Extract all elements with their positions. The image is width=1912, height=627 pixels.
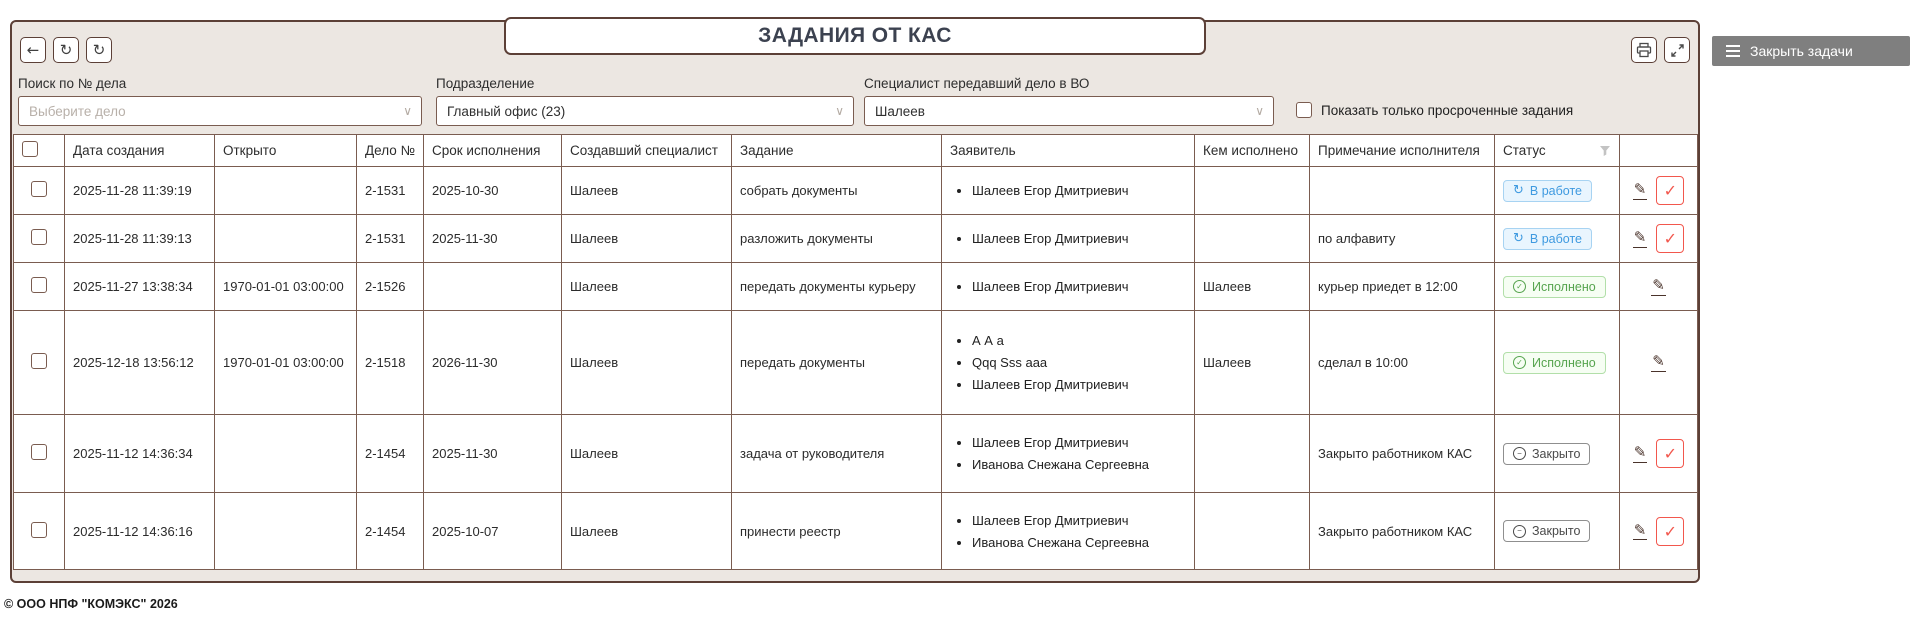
task-cell: принести реестр: [732, 493, 942, 570]
filter-case-search: [18, 76, 422, 126]
edit-button[interactable]: ✎: [1652, 276, 1665, 295]
status-badge: [1503, 276, 1606, 298]
task-cell: задача от руководителя: [732, 415, 942, 493]
note-cell: Закрыто работником КАС: [1310, 493, 1495, 570]
due-cell: 2025-11-30: [424, 415, 562, 493]
in-progress-icon: ↻: [1513, 231, 1524, 246]
executor-cell: Шалеев: [1195, 311, 1310, 415]
due-cell: 2025-11-30: [424, 215, 562, 263]
created-cell: 2025-11-28 11:39:19: [65, 167, 215, 215]
header-created: Дата создания: [65, 135, 215, 167]
edit-button[interactable]: ✎: [1633, 228, 1647, 247]
actions-cell: [1620, 167, 1698, 215]
row-checkbox[interactable]: [31, 353, 47, 369]
specialist-select[interactable]: [864, 96, 1274, 126]
toolbar-left: [20, 37, 112, 63]
status-cell: [1495, 415, 1620, 493]
toolbar-right: [1631, 37, 1690, 63]
header-actions: [1620, 135, 1698, 167]
case-no-cell[interactable]: 2-1526: [357, 263, 424, 311]
filter-specialist: [864, 76, 1274, 126]
status-label: Исполнено: [1532, 279, 1596, 294]
executor-cell: [1195, 167, 1310, 215]
row-select-cell: [14, 263, 65, 311]
status-badge: [1503, 520, 1590, 542]
header-opened: Открыто: [215, 135, 357, 167]
task-cell: разложить документы: [732, 215, 942, 263]
applicant-item: • Иванова Снежана Сергеевна: [972, 535, 1186, 550]
executor-cell: Шалеев: [1195, 263, 1310, 311]
applicants-list: [950, 279, 1186, 294]
applicants-list: [950, 183, 1186, 198]
case-no-cell[interactable]: 2-1531: [357, 215, 424, 263]
header-due: Срок исполнения: [424, 135, 562, 167]
applicant-item: • Шалеев Егор Дмитриевич: [972, 231, 1186, 246]
table-row: [14, 263, 1698, 311]
applicant-item: • Шалеев Егор Дмитриевич: [972, 435, 1186, 450]
creator-cell: Шалеев: [562, 311, 732, 415]
header-executor: Кем исполнено: [1195, 135, 1310, 167]
status-badge: [1503, 443, 1590, 465]
created-cell: 2025-11-28 11:39:13: [65, 215, 215, 263]
refresh-icon: ↻: [92, 41, 106, 59]
applicants-list: [950, 513, 1186, 550]
header-status: [1495, 135, 1620, 167]
overdue-only-checkbox[interactable]: [1296, 102, 1312, 118]
creator-cell: Шалеев: [562, 493, 732, 570]
print-button[interactable]: [1631, 37, 1657, 63]
case-search-select[interactable]: [18, 96, 422, 126]
fullscreen-button[interactable]: [1664, 37, 1690, 63]
status-label: В работе: [1529, 231, 1582, 246]
select-all-cell: [14, 135, 65, 167]
check-circle-icon: ✓: [1513, 280, 1526, 293]
refresh-button-2[interactable]: [86, 37, 112, 63]
applicants-list: [950, 231, 1186, 246]
tasks-table: [13, 134, 1698, 570]
row-checkbox[interactable]: [31, 444, 47, 460]
overdue-only-filter[interactable]: [1296, 102, 1573, 118]
status-label: Исполнено: [1532, 355, 1596, 370]
applicants-cell: [942, 263, 1195, 311]
printer-icon: [1636, 42, 1652, 58]
applicant-item: • Qqq Sss aaa: [972, 355, 1186, 370]
applicants-cell: [942, 493, 1195, 570]
due-cell: 2025-10-30: [424, 167, 562, 215]
created-cell: 2025-12-18 13:56:12: [65, 311, 215, 415]
check-circle-icon: ✓: [1513, 356, 1526, 369]
status-cell: [1495, 263, 1620, 311]
table-row: [14, 415, 1698, 493]
complete-button[interactable]: ✓: [1656, 176, 1684, 205]
table-header-row: [14, 135, 1698, 167]
filter-specialist-label: Специалист передавший дело в ВО: [864, 76, 1090, 91]
opened-cell: [215, 415, 357, 493]
table-row: [14, 215, 1698, 263]
minus-circle-icon: −: [1513, 447, 1526, 460]
task-cell: передать документы курьеру: [732, 263, 942, 311]
executor-cell: [1195, 215, 1310, 263]
executor-cell: [1195, 493, 1310, 570]
chevron-down-icon: ∨: [1255, 104, 1264, 118]
row-select-cell: [14, 167, 65, 215]
case-no-cell[interactable]: 2-1518: [357, 311, 424, 415]
note-cell: [1310, 167, 1495, 215]
row-select-cell: [14, 415, 65, 493]
row-select-cell: [14, 215, 65, 263]
refresh-button-1[interactable]: [53, 37, 79, 63]
applicants-cell: [942, 311, 1195, 415]
main-panel: [10, 20, 1700, 583]
close-tasks-label: Закрыть задачи: [1750, 43, 1853, 59]
expand-icon: [1670, 43, 1685, 58]
minus-circle-icon: −: [1513, 525, 1526, 538]
created-cell: 2025-11-27 13:38:34: [65, 263, 215, 311]
creator-cell: Шалеев: [562, 215, 732, 263]
funnel-icon[interactable]: [1599, 145, 1611, 157]
applicant-item: • Шалеев Егор Дмитриевич: [972, 513, 1186, 528]
creator-cell: Шалеев: [562, 415, 732, 493]
opened-cell: 1970-01-01 03:00:00: [215, 311, 357, 415]
overdue-only-label: Показать только просроченные задания: [1321, 102, 1574, 118]
applicants-cell: [942, 415, 1195, 493]
task-cell: собрать документы: [732, 167, 942, 215]
header-note: Примечание исполнителя: [1310, 135, 1495, 167]
in-progress-icon: ↻: [1513, 183, 1524, 198]
tasks-table-body: [14, 167, 1698, 570]
complete-button[interactable]: ✓: [1656, 439, 1684, 468]
note-cell: курьер приедет в 12:00: [1310, 263, 1495, 311]
note-cell: сделал в 10:00: [1310, 311, 1495, 415]
applicants-list: [950, 333, 1186, 392]
title-box: [504, 17, 1206, 55]
opened-cell: [215, 167, 357, 215]
department-value: Главный офис (23): [447, 103, 566, 119]
row-select-cell: [14, 493, 65, 570]
opened-cell: [215, 215, 357, 263]
created-cell: 2025-11-12 14:36:34: [65, 415, 215, 493]
select-all-checkbox[interactable]: [22, 141, 38, 157]
applicant-item: • Иванова Снежана Сергеевна: [972, 457, 1186, 472]
opened-cell: [215, 493, 357, 570]
actions-cell: [1620, 215, 1698, 263]
status-label: Закрыто: [1532, 446, 1581, 461]
row-checkbox[interactable]: [31, 181, 47, 197]
complete-button[interactable]: ✓: [1656, 224, 1684, 253]
applicant-item: • Шалеев Егор Дмитриевич: [972, 377, 1186, 392]
status-badge: [1503, 352, 1606, 374]
status-cell: [1495, 493, 1620, 570]
footer-copyright: © ООО НПФ "КОМЭКС" 2026: [4, 597, 178, 611]
creator-cell: Шалеев: [562, 167, 732, 215]
close-tasks-button[interactable]: [1712, 36, 1910, 66]
task-cell: передать документы: [732, 311, 942, 415]
table-row: [14, 311, 1698, 415]
executor-cell: [1195, 415, 1310, 493]
header-applicants: Заявитель: [942, 135, 1195, 167]
status-label: В работе: [1529, 183, 1582, 198]
case-search-placeholder: Выберите дело: [29, 103, 126, 119]
status-label: Закрыто: [1532, 524, 1581, 538]
chevron-down-icon: ∨: [835, 104, 844, 118]
table-row: [14, 493, 1698, 570]
applicants-list: [950, 435, 1186, 472]
row-checkbox[interactable]: [31, 277, 47, 293]
case-no-cell[interactable]: 2-1454: [357, 415, 424, 493]
status-cell: [1495, 167, 1620, 215]
department-select[interactable]: [436, 96, 854, 126]
filter-department: [436, 76, 854, 126]
header-status-label: Статус: [1503, 143, 1546, 158]
header-task: Задание: [732, 135, 942, 167]
opened-cell: 1970-01-01 03:00:00: [215, 263, 357, 311]
back-button[interactable]: [20, 37, 46, 63]
specialist-value: Шалеев: [875, 103, 925, 119]
header-case-no: Дело №: [357, 135, 424, 167]
menu-icon: [1726, 45, 1740, 57]
status-badge: [1503, 228, 1592, 250]
note-cell: Закрыто работником КАС: [1310, 415, 1495, 493]
edit-button[interactable]: ✎: [1633, 180, 1647, 199]
creator-cell: Шалеев: [562, 263, 732, 311]
applicant-item: • Шалеев Егор Дмитриевич: [972, 183, 1186, 198]
status-cell: [1495, 311, 1620, 415]
applicant-item: • Шалеев Егор Дмитриевич: [972, 279, 1186, 294]
actions-cell: [1620, 493, 1698, 570]
complete-button[interactable]: ✓: [1656, 517, 1684, 546]
case-no-cell[interactable]: 2-1454: [357, 493, 424, 570]
row-checkbox[interactable]: [31, 522, 47, 538]
applicants-cell: [942, 167, 1195, 215]
case-no-cell[interactable]: 2-1531: [357, 167, 424, 215]
actions-cell: [1620, 415, 1698, 493]
filter-case-label: Поиск по № дела: [18, 76, 127, 91]
row-select-cell: [14, 311, 65, 415]
page-title: ЗАДАНИЯ ОТ КАС: [758, 24, 952, 47]
edit-button[interactable]: ✎: [1633, 520, 1647, 539]
back-icon: ←: [26, 41, 40, 59]
table-row: [14, 167, 1698, 215]
note-cell: по алфавиту: [1310, 215, 1495, 263]
created-cell: 2025-11-12 14:36:16: [65, 493, 215, 570]
applicant-item: • А А а: [972, 333, 1186, 348]
due-cell: 2026-11-30: [424, 311, 562, 415]
chevron-down-icon: ∨: [403, 104, 412, 118]
status-badge: [1503, 180, 1592, 202]
edit-button[interactable]: ✎: [1633, 443, 1647, 462]
actions-cell: [1620, 311, 1698, 415]
actions-cell: [1620, 263, 1698, 311]
filter-department-label: Подразделение: [436, 76, 535, 91]
edit-button[interactable]: ✎: [1652, 352, 1665, 371]
status-cell: [1495, 215, 1620, 263]
header-creator: Создавший специалист: [562, 135, 732, 167]
due-cell: 2025-10-07: [424, 493, 562, 570]
due-cell: [424, 263, 562, 311]
row-checkbox[interactable]: [31, 229, 47, 245]
refresh-icon: ↻: [59, 41, 73, 59]
applicants-cell: [942, 215, 1195, 263]
